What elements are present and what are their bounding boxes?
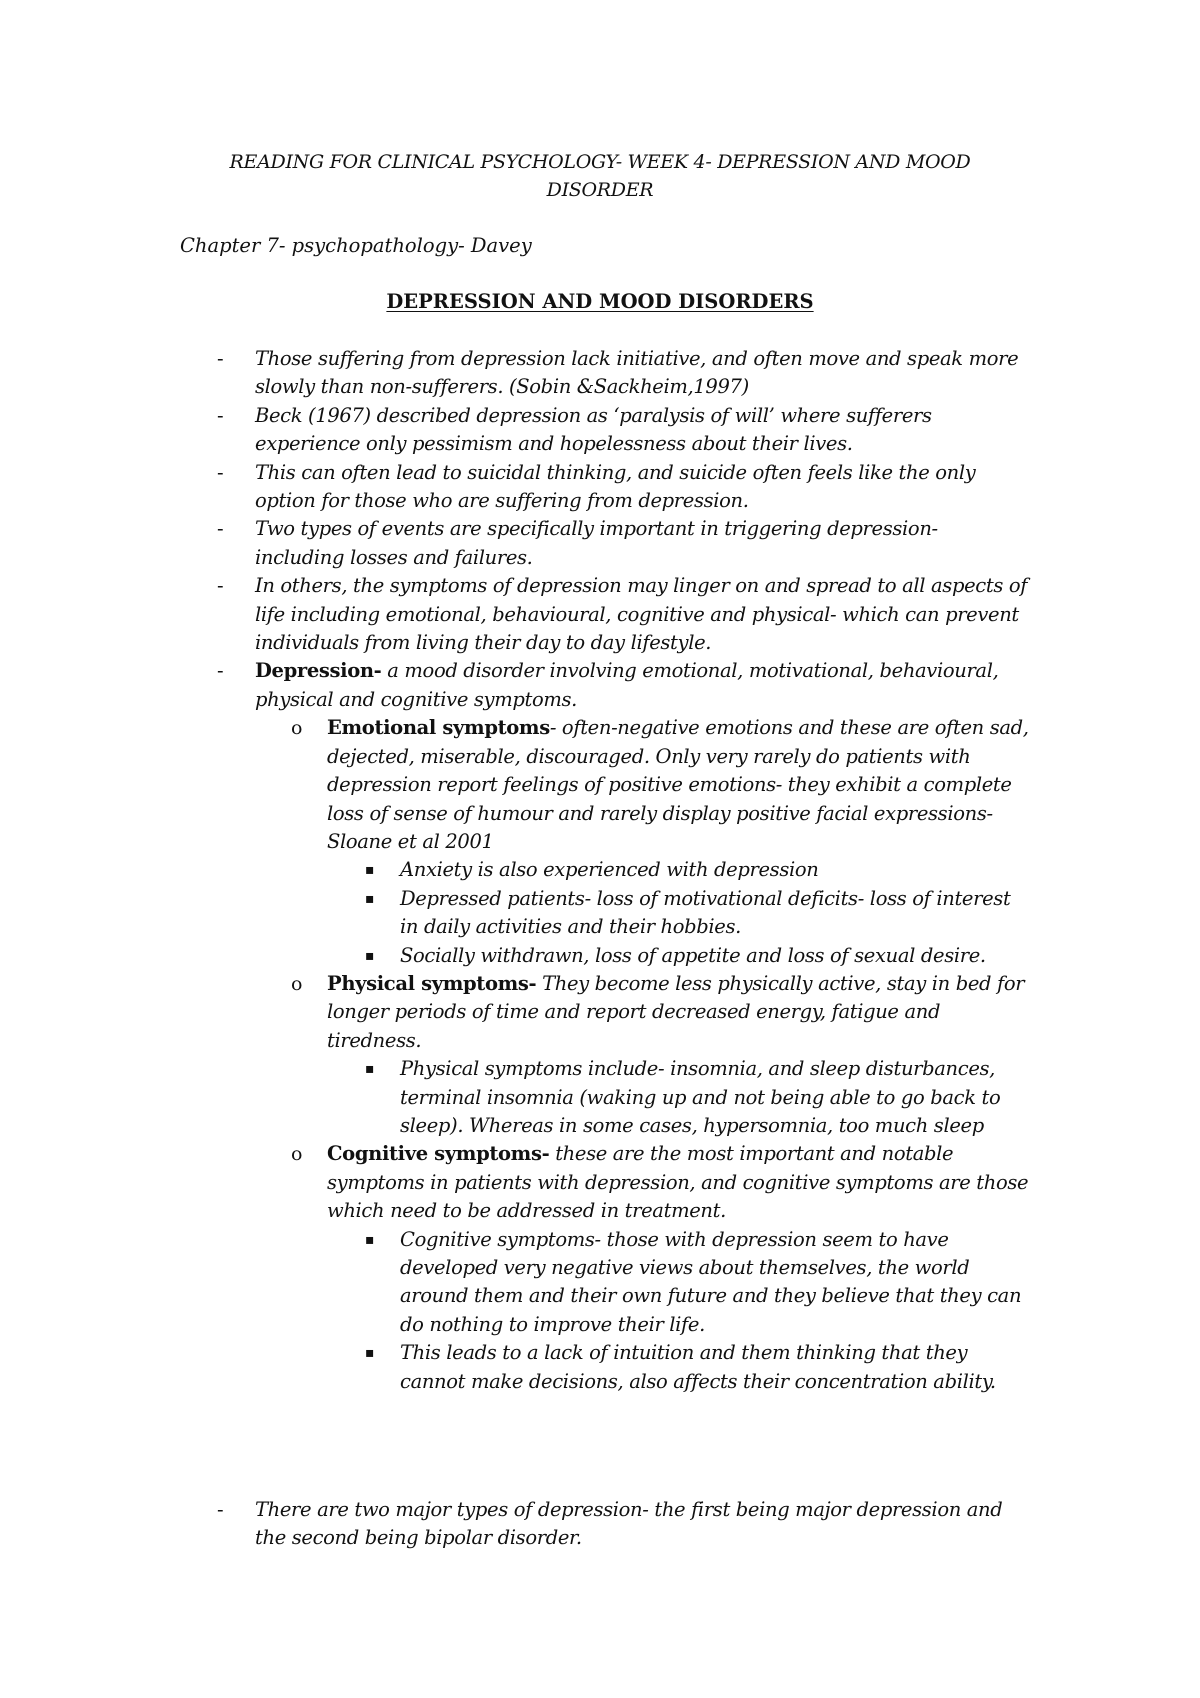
square-bullet: ▪ [365, 862, 375, 879]
list-item-text: a mood disorder involving emotional, motivational, behavioural, physical and cognitive symptoms. [255, 659, 999, 711]
circle-bullet: o [291, 972, 303, 995]
square-bullet: ▪ [365, 890, 375, 907]
list-item-text: In others, the symptoms of depression may linger on and spread to all aspects of life including emotional, behavioural, cognitive and physical- which can prevent individuals from living their day to day lifestyle. [255, 574, 1028, 655]
list-item-text: Anxiety is also experienced with depression [400, 858, 819, 882]
list-item-text: This leads to a lack of intuition and them thinking that they cannot make decisions, also affects their concentration ability. [400, 1341, 996, 1393]
list-item [0, 856, 1030, 884]
list-item-text: Socially withdrawn, loss of appetite and loss of sexual desire. [400, 943, 986, 967]
list-item [0, 1055, 1030, 1140]
term-depression: Depression- [255, 659, 382, 683]
square-bullet: ▪ [365, 947, 375, 964]
list-item [0, 1339, 1030, 1396]
list-item [0, 459, 1030, 516]
list-item [0, 345, 1030, 402]
dash-bullet: - [217, 460, 224, 484]
dash-bullet: - [217, 659, 224, 683]
list-item-text: Beck (1967) described depression as ‘paralysis of will’ where sufferers experience only pessimism and hopelessness about their lives. [255, 403, 932, 456]
dash-bullet: - [217, 403, 224, 427]
notes-list [0, 345, 1200, 1396]
term-physical-symptoms: Physical symptoms- [327, 971, 537, 995]
circle-bullet: o [291, 1143, 303, 1166]
dash-bullet: - [217, 1498, 224, 1521]
chapter-reference: Chapter 7- psychopathology- Davey [180, 234, 532, 257]
notes-list-continued [0, 1496, 1200, 1553]
square-bullet: ▪ [365, 1061, 375, 1078]
list-item-text: these are the most important and notable symptoms in patients with depression, and cognitive symptoms are those which need to be addressed in treatment. [327, 1142, 1029, 1223]
circle-bullet: o [291, 717, 303, 740]
list-item [0, 1496, 1030, 1553]
list-item [0, 885, 1030, 942]
section-heading: DEPRESSION AND MOOD DISORDERS [386, 290, 814, 313]
dash-bullet: - [217, 517, 224, 541]
list-item [0, 515, 1030, 572]
list-item-text: This can often lead to suicidal thinking, and suicide often feels like the only option for those who are suffering from depression. [255, 460, 976, 513]
term-emotional-symptoms: Emotional symptoms [327, 716, 550, 740]
list-item-text: Those suffering from depression lack initiative, and often move and speak more slowly than non-sufferers. (Sobin &Sackheim,1997) [255, 347, 1019, 399]
list-item [0, 942, 1030, 970]
list-item-cognitive-symptoms [0, 1140, 1030, 1225]
document-title: READING FOR CLINICAL PSYCHOLOGY- WEEK 4- DEPRESSION AND MOOD DISORDER [229, 151, 971, 201]
list-item-text: Depressed patients- loss of motivational deficits- loss of interest in daily activities and their hobbies. [400, 886, 1011, 939]
list-item [0, 402, 1030, 459]
term-cognitive-symptoms: Cognitive symptoms- [327, 1142, 550, 1166]
list-item [0, 572, 1030, 657]
list-item-text: - often-negative emotions and these are often sad, dejected, miserable, discouraged. Only very rarely do patients with depression report feelings of positive emotions- they exhibit a complete loss of sense of humour and rarely display positive facial expressions- Sloane et al 2001 [327, 716, 1029, 853]
list-item [0, 1226, 1030, 1340]
list-item-emotional-symptoms [0, 714, 1030, 856]
list-item-text: Two types of events are specifically important in triggering depression- including losses and failures. [255, 517, 938, 569]
square-bullet: ▪ [365, 1231, 375, 1248]
list-item-text: They become less physically active, stay in bed for longer periods of time and report decreased energy, fatigue and tiredness. [327, 971, 1025, 1052]
list-item-text: Cognitive symptoms- those with depression seem to have developed very negative views about themselves, the world around them and their own future and they believe that they can do nothing to improve their life. [400, 1227, 1022, 1336]
list-item-text: There are two major types of depression- the first being major depression and the second being bipolar disorder. [255, 1498, 1003, 1550]
list-item-depression-definition [0, 657, 1030, 714]
square-bullet: ▪ [365, 1345, 375, 1362]
dash-bullet: - [217, 574, 224, 598]
list-item-physical-symptoms [0, 970, 1030, 1055]
dash-bullet: - [217, 347, 224, 370]
list-item-text: Physical symptoms include- insomnia, and sleep disturbances, terminal insomnia (waking up and not being able to go back to sleep). Whereas in some cases, hypersomnia, too much sleep [400, 1057, 1001, 1137]
